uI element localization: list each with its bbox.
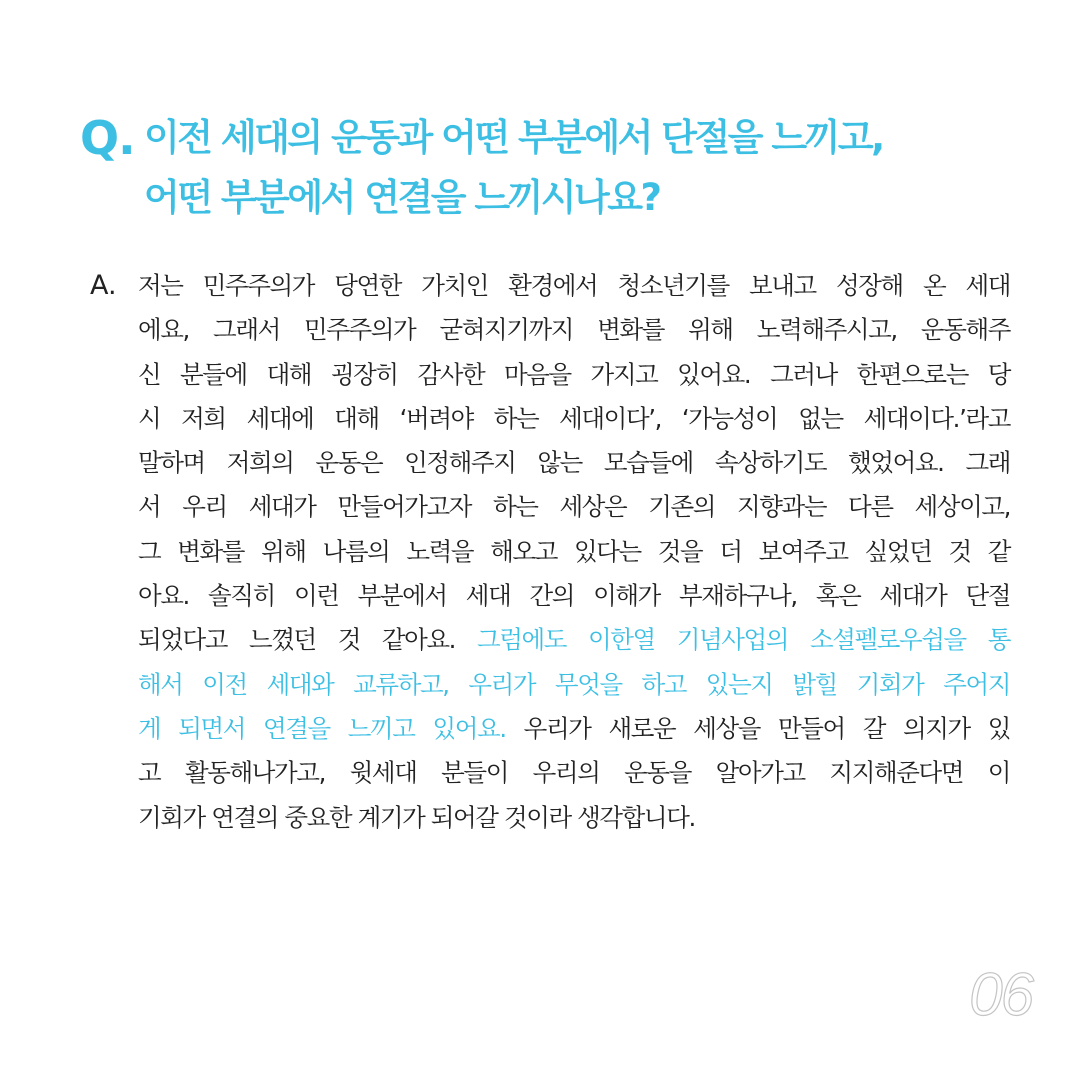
- answer-text: [138, 264, 1010, 840]
- answer-line: [138, 308, 1010, 352]
- answer-text-segment: 말하며 저희의 운동은 인정해주지 않는 모습들에 속상하기도 했었어요. 그래: [138, 448, 1010, 478]
- question-block: [80, 108, 1020, 228]
- answer-text-segment: 서 우리 세대가 만들어가고자 하는 세상은 기존의 지향과는 다른 세상이고,: [138, 492, 1010, 522]
- answer-line: [138, 751, 1010, 795]
- answer-line: [138, 707, 1010, 751]
- answer-text-segment: 기회가 연결의 중요한 계기가 되어갈 것이라 생각합니다.: [138, 802, 695, 832]
- question-text: [144, 108, 1020, 228]
- highlighted-text: 그럼에도 이한열 기념사업의 소셜펠로우쉽을 통: [477, 625, 1010, 655]
- answer-text-segment: 우리가 새로운 세상을 만들어 갈 의지가 있: [505, 713, 1010, 743]
- answer-line: [138, 796, 1010, 840]
- answer-text-segment: 아요. 솔직히 이런 부분에서 세대 간의 이해가 부재하구나, 혹은 세대가 단절: [138, 581, 1010, 611]
- answer-text-segment: 시 저희 세대에 대해 ‘버려야 하는 세대이다’, ‘가능성이 없는 세대이다.’라고: [138, 403, 1010, 433]
- answer-text-segment: 저는 민주주의가 당연한 가치인 환경에서 청소년기를 보내고 성장해 온 세대: [138, 271, 1010, 300]
- answer-text-segment: 되었다고 느꼈던 것 같아요.: [138, 625, 477, 655]
- answer-text-segment: 고 활동해나가고, 윗세대 분들이 우리의 운동을 알아가고 지지해준다면 이: [138, 758, 1010, 788]
- answer-line: [138, 663, 1010, 707]
- answer-line: [138, 441, 1010, 485]
- answer-block: [90, 264, 1010, 840]
- answer-mark-label: A.: [90, 270, 117, 301]
- answer-line: [138, 618, 1010, 662]
- page-number: 06: [969, 961, 1032, 1028]
- answer-text-segment: 신 분들에 대해 굉장히 감사한 마음을 가지고 있어요. 그러나 한편으로는 당: [138, 359, 1010, 389]
- highlighted-text: 해서 이전 세대와 교류하고, 우리가 무엇을 하고 있는지 밝힐 기회가 주어지: [138, 669, 1010, 699]
- answer-text-segment: 에요, 그래서 민주주의가 굳혀지기까지 변화를 위해 노력해주시고, 운동해주: [138, 315, 1010, 345]
- question-line: 어떤 부분에서 연결을 느끼시나요?: [144, 176, 660, 219]
- answer-line: [138, 485, 1010, 529]
- answer-line: [138, 264, 1010, 308]
- question-mark-label: Q.: [80, 111, 135, 165]
- answer-text-segment: 그 변화를 위해 나름의 노력을 해오고 있다는 것을 더 보여주고 싶었던 것 같: [138, 536, 1010, 566]
- answer-line: [138, 530, 1010, 574]
- answer-line: [138, 353, 1010, 397]
- answer-line: [138, 574, 1010, 618]
- highlighted-text: 게 되면서 연결을 느끼고 있어요.: [138, 713, 506, 743]
- question-line: 이전 세대의 운동과 어떤 부분에서 단절을 느끼고,: [144, 116, 883, 159]
- answer-line: [138, 397, 1010, 441]
